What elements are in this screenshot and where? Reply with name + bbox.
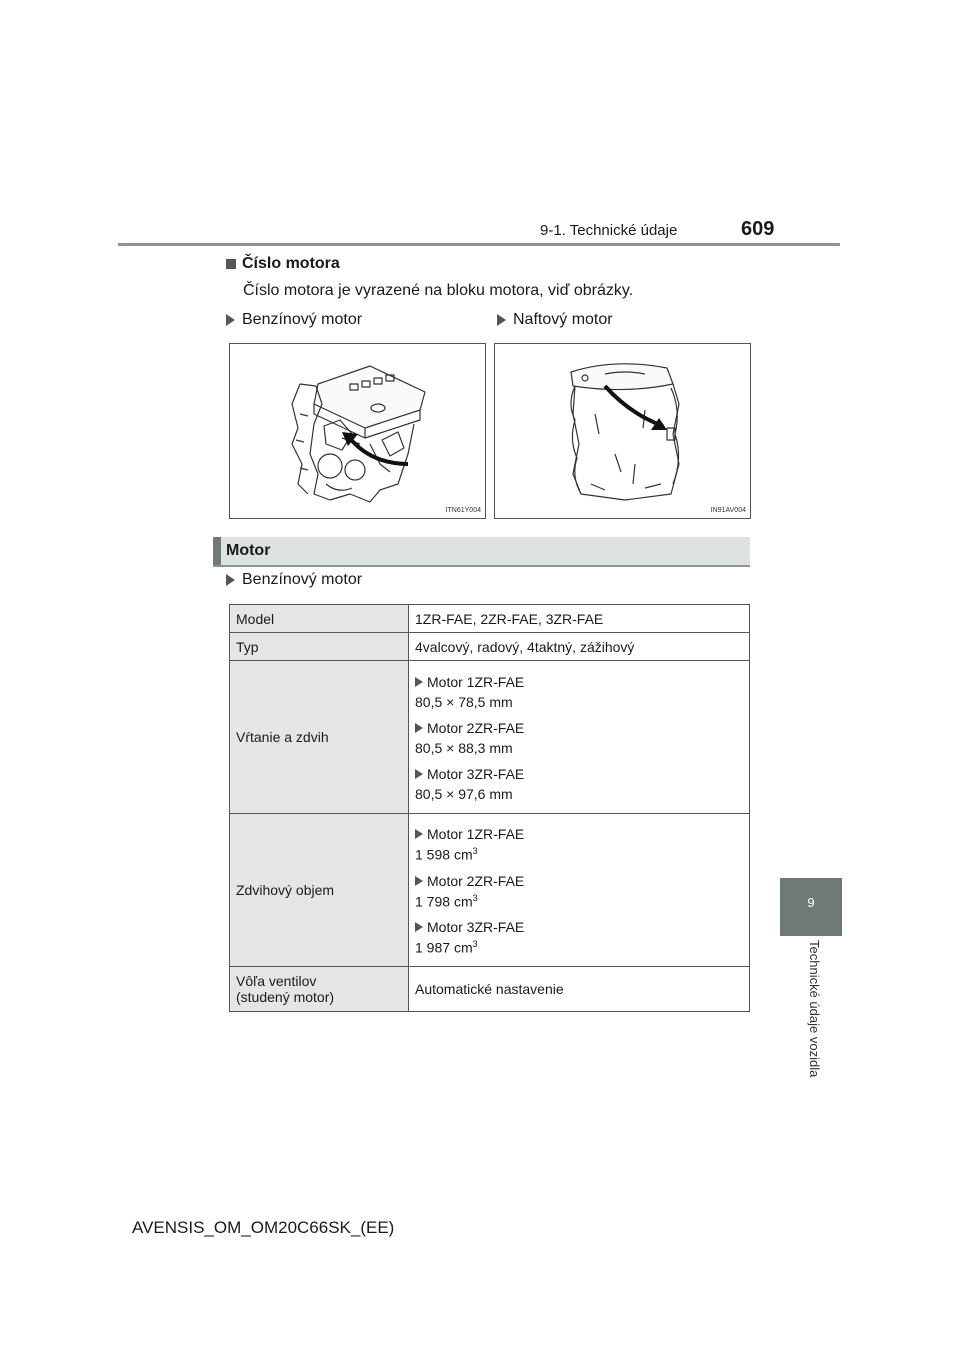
spec-entry xyxy=(415,674,743,710)
band-accent-bar xyxy=(213,537,221,565)
engine-name: Motor 2ZR-FAE xyxy=(427,720,525,736)
row-label: Vŕtanie a zdvih xyxy=(230,661,409,814)
table-row xyxy=(230,605,750,633)
unit-superscript: 3 xyxy=(472,939,478,950)
triangle-bullet-icon xyxy=(415,876,423,886)
row-label: Zdvihový objem xyxy=(230,814,409,967)
diesel-image-code: IN91AV004 xyxy=(710,507,746,514)
motor-section-band xyxy=(213,537,750,567)
row-label: Typ xyxy=(230,633,409,661)
engine-name: Motor 1ZR-FAE xyxy=(427,674,525,690)
chapter-tab xyxy=(780,878,842,936)
unit: cm xyxy=(453,893,473,910)
diesel-engine-label xyxy=(497,311,613,329)
spec-entry xyxy=(415,826,743,863)
triangle-bullet-icon xyxy=(226,574,235,586)
diesel-engine-drawing xyxy=(495,344,750,518)
table-row xyxy=(230,967,750,1012)
engine-number-heading-text: Číslo motora xyxy=(242,255,340,272)
row-value: 4valcový, radový, 4taktný, zážihový xyxy=(409,633,750,661)
motor-section-title: Motor xyxy=(226,542,271,559)
engine-number-text: Číslo motora je vyrazené na bloku motora, viď obrázky. xyxy=(243,282,634,299)
chapter-title: Technické údaje vozidla xyxy=(807,940,822,1078)
header-rule xyxy=(118,243,840,246)
triangle-bullet-icon xyxy=(226,314,235,326)
petrol-engine-label-text: Benzínový motor xyxy=(242,311,363,328)
triangle-bullet-icon xyxy=(415,677,423,687)
spec-value: 80,5 × 78,5 mm xyxy=(415,694,513,710)
unit-superscript: 3 xyxy=(472,846,478,857)
petrol-engine-label xyxy=(226,311,362,329)
spec-value xyxy=(415,846,743,863)
engine-number-heading xyxy=(226,255,340,273)
triangle-bullet-icon xyxy=(415,769,423,779)
unit: cm xyxy=(453,939,473,956)
row-label xyxy=(230,967,409,1012)
displacement-number: 1 987 xyxy=(415,939,451,956)
table-row xyxy=(230,633,750,661)
row-label: Model xyxy=(230,605,409,633)
engine-name: Motor 2ZR-FAE xyxy=(427,872,525,889)
row-label-line: (studený motor) xyxy=(236,989,335,1005)
triangle-bullet-icon xyxy=(415,829,423,839)
spec-value xyxy=(415,939,743,956)
spec-value: 80,5 × 88,3 mm xyxy=(415,740,513,756)
displacement-number: 1 798 xyxy=(415,893,451,910)
motor-petrol-label-text: Benzínový motor xyxy=(242,571,363,588)
row-label-line: Vôľa ventilov xyxy=(236,973,317,989)
unit: cm xyxy=(453,846,473,863)
triangle-bullet-icon xyxy=(415,723,423,733)
engine-name: Motor 3ZR-FAE xyxy=(427,919,525,936)
spec-value: 80,5 × 97,6 mm xyxy=(415,786,513,802)
table-row xyxy=(230,661,750,814)
triangle-bullet-icon xyxy=(415,922,423,932)
row-value: 1ZR-FAE, 2ZR-FAE, 3ZR-FAE xyxy=(409,605,750,633)
table-row xyxy=(230,814,750,967)
chapter-number: 9 xyxy=(807,895,815,910)
spec-entry xyxy=(415,919,743,956)
spec-value xyxy=(415,893,743,910)
petrol-image-code: ITN61Y004 xyxy=(445,507,481,514)
diesel-engine-illustration xyxy=(494,343,751,519)
petrol-engine-drawing xyxy=(230,344,485,518)
engine-spec-table xyxy=(229,604,750,1012)
petrol-engine-illustration xyxy=(229,343,486,519)
page-number: 609 xyxy=(741,218,775,240)
engine-name: Motor 3ZR-FAE xyxy=(427,766,525,782)
triangle-bullet-icon xyxy=(497,314,506,326)
motor-petrol-label xyxy=(226,571,362,589)
section-title: 9-1. Technické údaje xyxy=(540,222,678,239)
document-code: AVENSIS_OM_OM20C66SK_(EE) xyxy=(132,1218,395,1237)
row-value xyxy=(409,814,750,967)
engine-name: Motor 1ZR-FAE xyxy=(427,826,525,843)
displacement-number: 1 598 xyxy=(415,846,451,863)
diesel-engine-label-text: Naftový motor xyxy=(513,311,613,328)
row-value: Automatické nastavenie xyxy=(409,967,750,1012)
spec-entry xyxy=(415,720,743,756)
row-value xyxy=(409,661,750,814)
spec-entry xyxy=(415,766,743,802)
spec-entry xyxy=(415,873,743,910)
unit-superscript: 3 xyxy=(472,892,478,903)
square-bullet-icon xyxy=(226,259,236,269)
